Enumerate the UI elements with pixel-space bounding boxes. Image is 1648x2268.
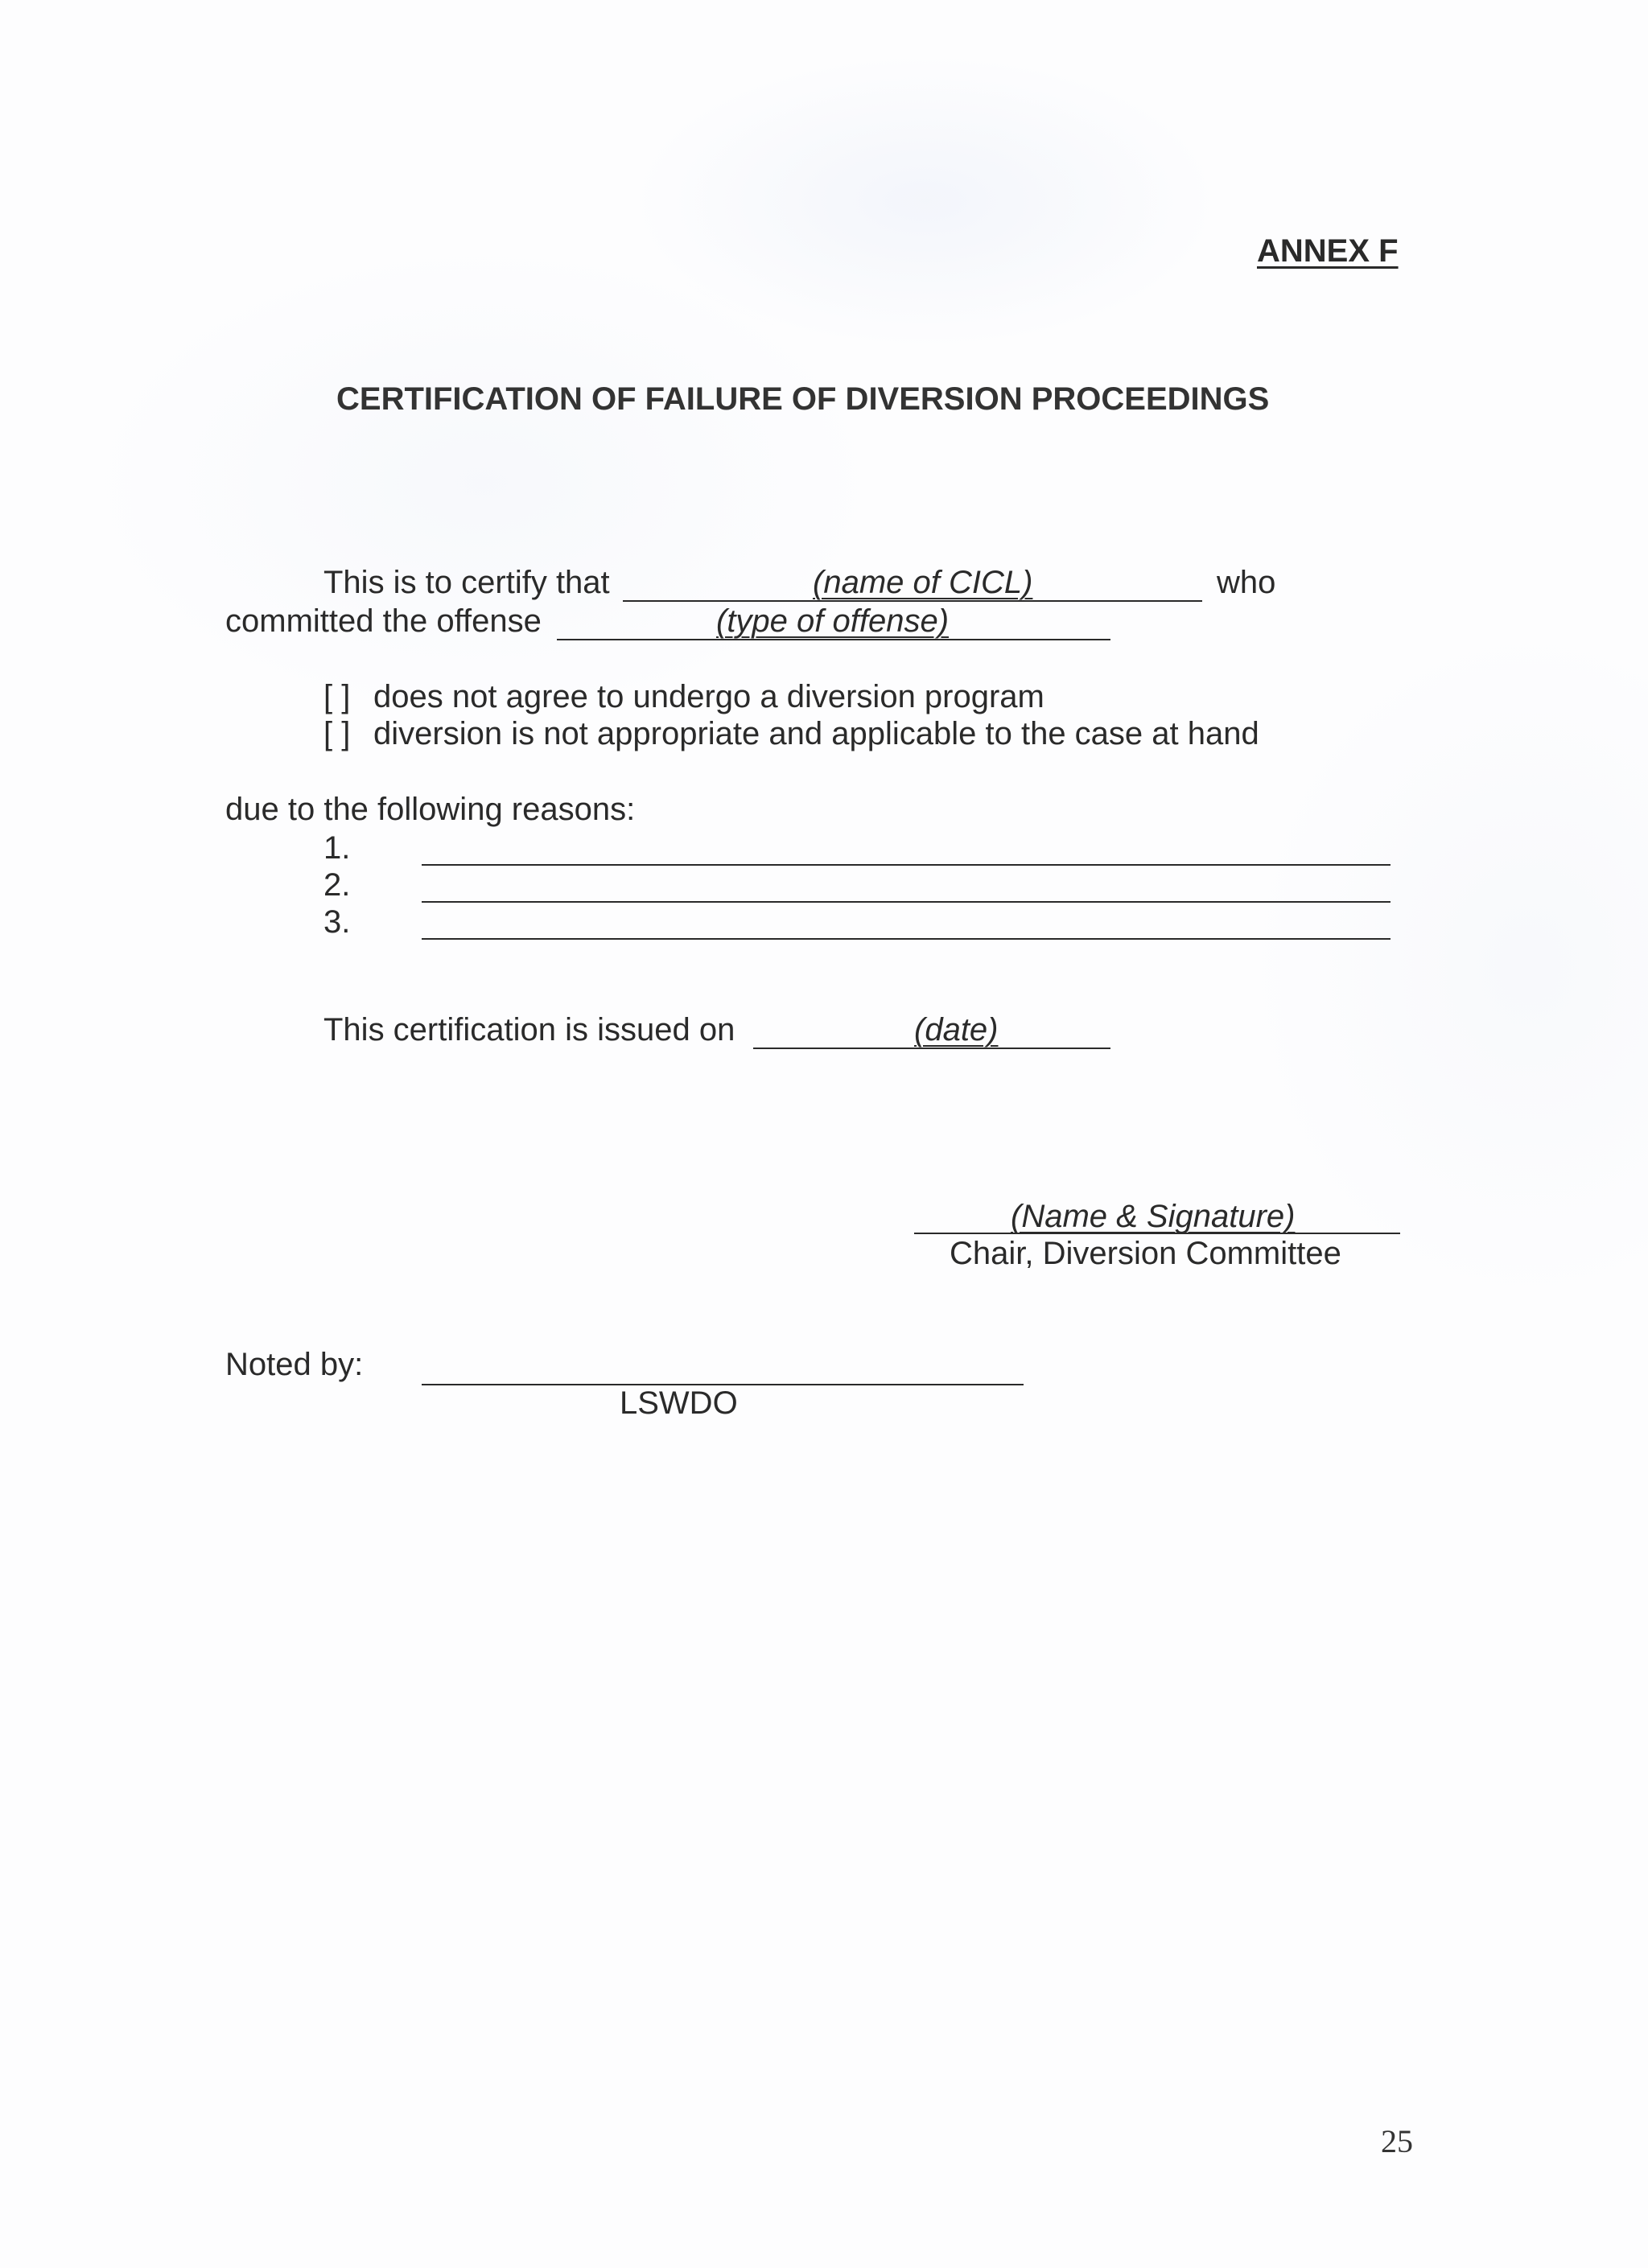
- issued-date-hint: (date): [914, 1012, 999, 1048]
- noted-by-label: Noted by:: [225, 1347, 364, 1382]
- certify-lead-text: This is to certify that: [323, 565, 610, 600]
- document-title: CERTIFICATION OF FAILURE OF DIVERSION PROCEEDINGS: [336, 381, 1270, 417]
- reason-2-field[interactable]: [422, 866, 1390, 903]
- page-number: 25: [1381, 2123, 1413, 2159]
- annex-label: ANNEX F: [1257, 233, 1399, 269]
- option-2-text: diversion is not appropriate and applicable to the case at hand: [373, 716, 1259, 751]
- who-text: who: [1217, 565, 1276, 600]
- issued-lead-text: This certification is issued on: [323, 1012, 735, 1048]
- noted-by-signature-field[interactable]: [422, 1345, 1024, 1385]
- noted-by-role: LSWDO: [620, 1385, 738, 1421]
- reason-1-number: 1.: [323, 830, 351, 866]
- signature-hint: (Name & Signature): [1011, 1199, 1296, 1234]
- option-1-text: does not agree to undergo a diversion program: [373, 679, 1044, 714]
- signature-role: Chair, Diversion Committee: [950, 1236, 1341, 1271]
- reason-1-field[interactable]: [422, 829, 1390, 866]
- reasons-lead-text: due to the following reasons:: [225, 792, 636, 827]
- offense-lead-text: committed the offense: [225, 603, 542, 639]
- reason-3-number: 3.: [323, 904, 351, 940]
- reason-2-number: 2.: [323, 867, 351, 903]
- reason-3-field[interactable]: [422, 903, 1390, 940]
- option-1-checkbox[interactable]: [ ]: [323, 679, 351, 714]
- cicl-name-hint: (name of CICL): [813, 565, 1033, 600]
- offense-hint: (type of offense): [716, 603, 950, 639]
- option-2-checkbox[interactable]: [ ]: [323, 716, 351, 751]
